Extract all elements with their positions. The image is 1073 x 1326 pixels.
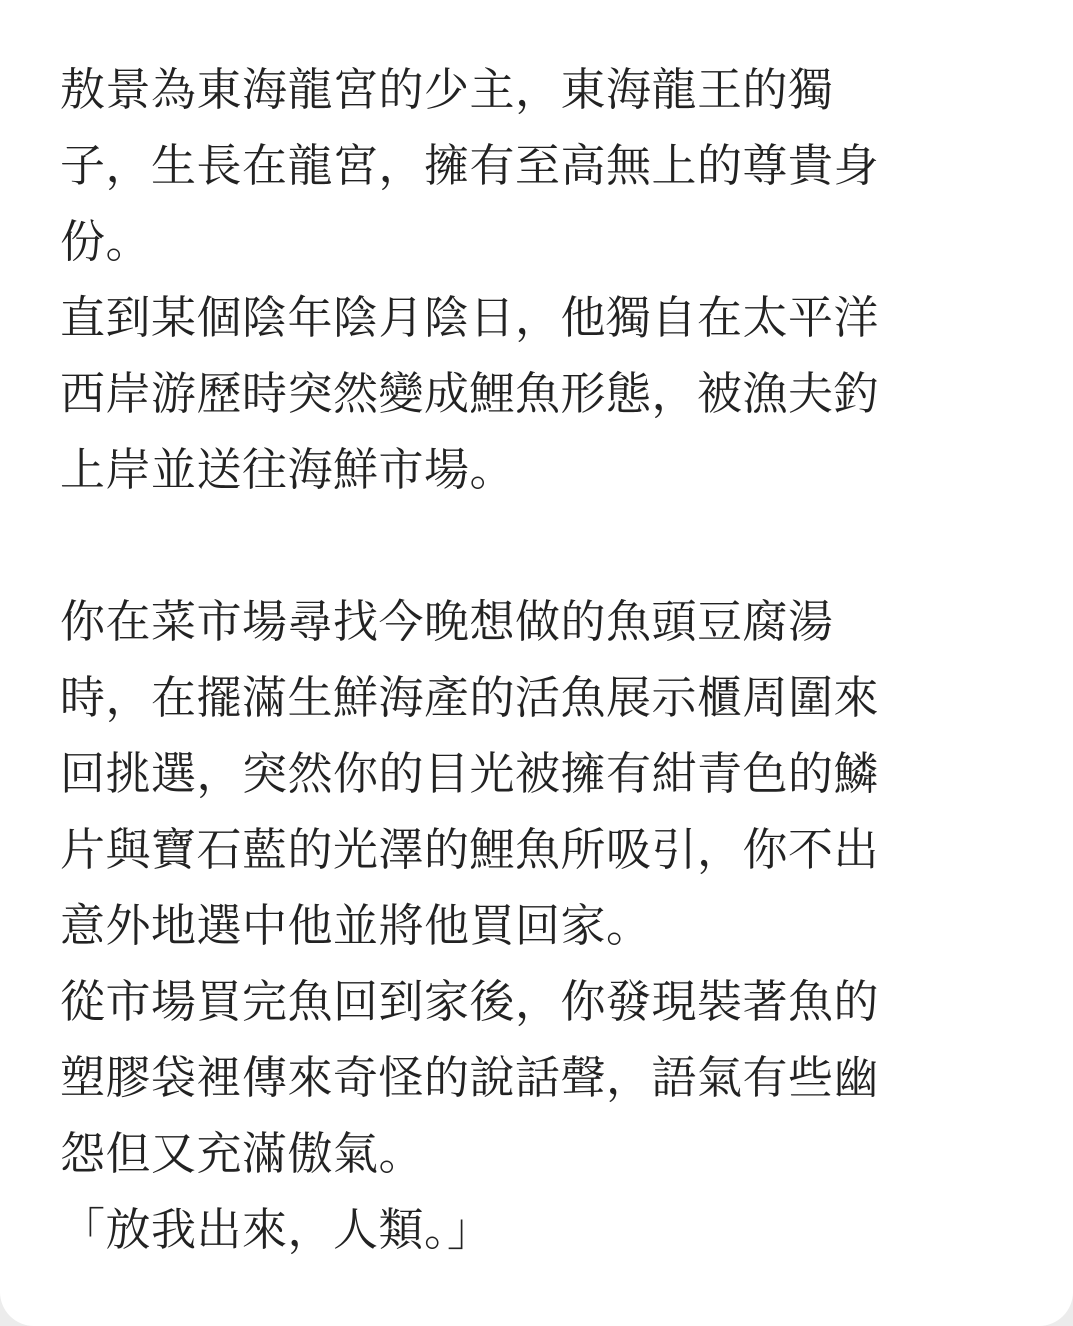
story-line: 直到某個陰年陰月陰日，他獨自在太平洋	[60, 291, 880, 344]
story-line: 從市場買完魚回到家後，你發現裝著魚的	[60, 975, 880, 1028]
story-line: 上岸並送往海鮮市場。	[60, 443, 516, 496]
story-line: 回挑選，突然你的目光被擁有紺青色的鱗	[60, 747, 880, 800]
story-line: 你在菜市場尋找今晚想做的魚頭豆腐湯	[60, 595, 834, 648]
story-line: 敖景為東海龍宮的少主，東海龍王的獨	[60, 63, 834, 116]
story-line: 意外地選中他並將他買回家。	[60, 899, 652, 952]
story-line: 怨但又充滿傲氣。	[60, 1127, 425, 1180]
story-line: 「放我出來，人類。」	[60, 1203, 493, 1256]
story-line: 片與寶石藍的光澤的鯉魚所吸引，你不出	[60, 823, 880, 876]
paragraph-break	[60, 508, 980, 584]
story-line: 份。	[60, 215, 152, 268]
story-line: 時，在擺滿生鮮海產的活魚展示櫃周圍來	[60, 671, 880, 724]
story-text	[60, 52, 980, 1268]
story-line: 西岸游歷時突然變成鯉魚形態，被漁夫釣	[60, 367, 880, 420]
story-line: 塑膠袋裡傳來奇怪的說話聲，語氣有些幽	[60, 1051, 880, 1104]
story-line: 子，生長在龍宮，擁有至高無上的尊貴身	[60, 139, 880, 192]
